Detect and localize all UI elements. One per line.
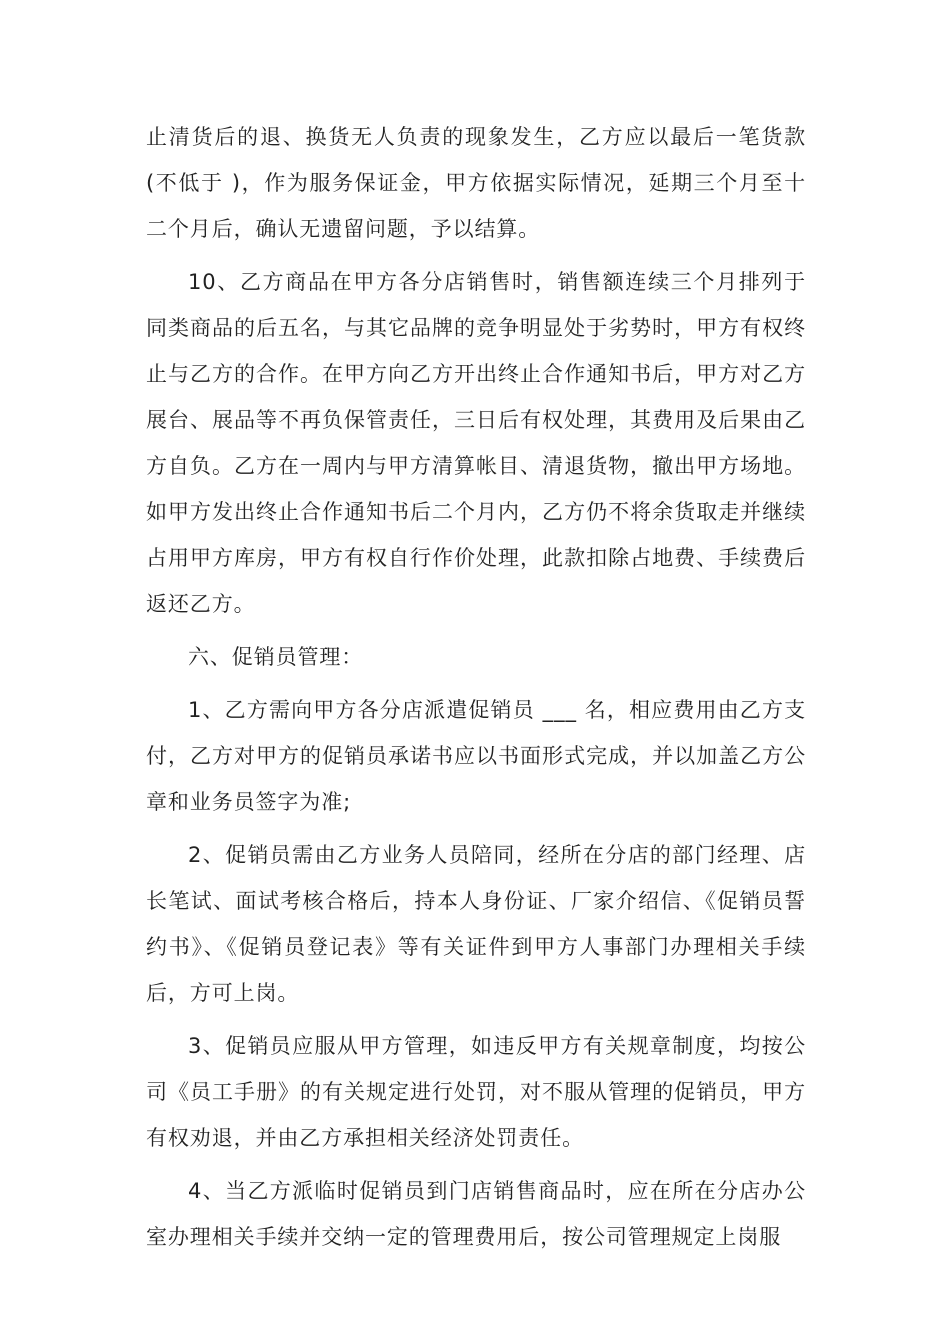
section-heading-promoter-management: 六、促销员管理： bbox=[188, 645, 364, 669]
paragraph-deposit-clause: 止清货后的退、换货无人负责的现象发生，乙方应以最后一笔货款(不低于 )，作为服务保证金，甲方依据实际情况，延期三个月至十二个月后，确认无遗留问题，予以结算。 bbox=[146, 125, 806, 241]
paragraph-promoter-clause-4: 4、当乙方派临时促销员到门店销售商品时，应在所在分店办公室办理相关手续并交纳一定的管理费用后，按公司管理规定上岗服 bbox=[146, 1179, 806, 1249]
paragraph-promoter-clause-3: 3、促销员应服从甲方管理，如违反甲方有关规章制度，均按公司《员工手册》的有关规定进行处罚，对不服从管理的促销员，甲方有权劝退，并由乙方承担相关经济处罚责任。 bbox=[146, 1034, 806, 1150]
paragraph-promoter-clause-2: 2、促销员需由乙方业务人员陪同，经所在分店的部门经理、店长笔试、面试考核合格后，持本人身份证、厂家介绍信、《促销员誓约书》、《促销员登记表》等有关证件到甲方人事部门办理相关手续后，方可上岗。 bbox=[146, 843, 806, 1005]
document-page bbox=[146, 114, 806, 1267]
paragraph-clause-10: 10、乙方商品在甲方各分店销售时，销售额连续三个月排列于同类商品的后五名，与其它品牌的竞争明显处于劣势时，甲方有权终止与乙方的合作。在甲方向乙方开出终止合作通知书后，甲方对乙方展台、展品等不再负保管责任，三日后有权处理，其费用及后果由乙方自负。乙方在一周内与甲方清算帐目、清退货物，撤出甲方场地。如甲方发出终止合作通知书后二个月内，乙方仍不将余货取走并继续占用甲方库房，甲方有权自行作价处理，此款扣除占地费、手续费后返还乙方。 bbox=[146, 270, 806, 616]
paragraph-promoter-clause-1: 1、乙方需向甲方各分店派遣促销员 ___ 名，相应费用由乙方支付，乙方对甲方的促销员承诺书应以书面形式完成，并以加盖乙方公章和业务员签字为准; bbox=[146, 698, 806, 814]
